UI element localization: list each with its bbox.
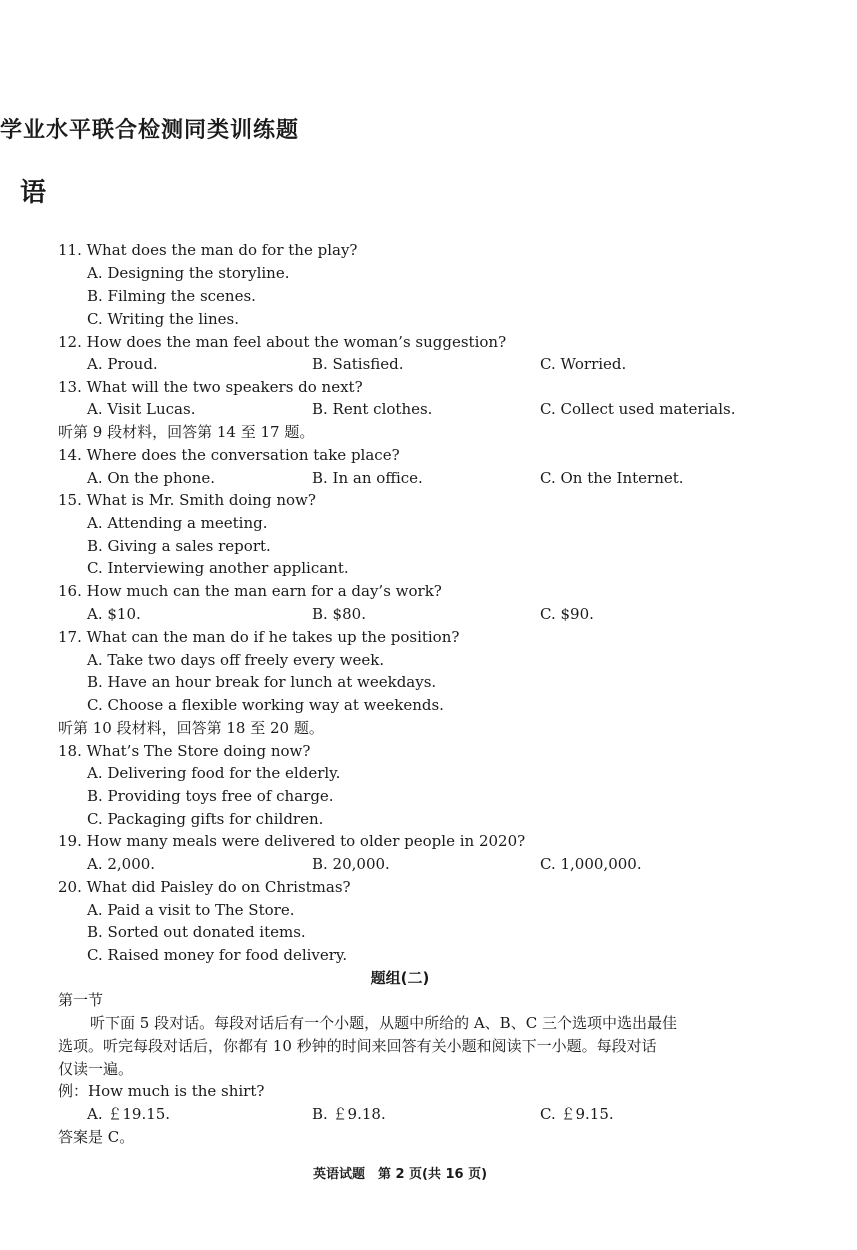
question-12-stem: 12. How does the man feel about the woman’s suggestion? [58, 333, 507, 351]
question-18-option-c: C. Packaging gifts for children. [87, 810, 324, 828]
group-title: 题组(二) [370, 969, 430, 987]
question-11-option-c: C. Writing the lines. [87, 310, 239, 328]
question-17-option-c: C. Choose a flexible working way at weekends. [87, 696, 444, 714]
example-answer: 答案是 C。 [58, 1128, 135, 1146]
question-19-stem: 19. How many meals were delivered to older people in 2020? [58, 832, 526, 850]
question-15-stem: 15. What is Mr. Smith doing now? [58, 491, 316, 509]
question-20-option-b: B. Sorted out donated items. [87, 923, 306, 941]
directions-line-2: 选项。听完每段对话后，你都有 10 秒钟的时间来回答有关小题和阅读下一小题。每段对话 [58, 1037, 657, 1055]
question-19-option-b: B. 20,000. [312, 855, 390, 873]
question-16-option-b: B. $80. [312, 605, 366, 623]
question-12-option-c: C. Worried. [540, 355, 627, 373]
instruction-passage-10: 听第 10 段材料，回答第 18 至 20 题。 [58, 719, 324, 737]
question-12-option-b: B. Satisfied. [312, 355, 404, 373]
question-14-option-c: C. On the Internet. [540, 469, 684, 487]
subject-title: 语 [20, 178, 47, 208]
question-18-stem: 18. What’s The Store doing now? [58, 742, 311, 760]
question-11-option-b: B. Filming the scenes. [87, 287, 256, 305]
question-13-stem: 13. What will the two speakers do next? [58, 378, 363, 396]
question-15-option-a: A. Attending a meeting. [87, 514, 268, 532]
question-14-option-b: B. In an office. [312, 469, 423, 487]
question-20-option-c: C. Raised money for food delivery. [87, 946, 348, 964]
question-20-stem: 20. What did Paisley do on Christmas? [58, 878, 351, 896]
question-13-option-b: B. Rent clothes. [312, 400, 433, 418]
question-14-option-a: A. On the phone. [87, 469, 216, 487]
question-18-option-b: B. Providing toys free of charge. [87, 787, 334, 805]
question-16-option-a: A. $10. [87, 605, 141, 623]
question-15-option-c: C. Interviewing another applicant. [87, 559, 349, 577]
directions-line-1: 听下面 5 段对话。每段对话后有一个小题，从题中所给的 A、B、C 三个选项中选出最佳 [90, 1014, 677, 1032]
question-20-option-a: A. Paid a visit to The Store. [87, 901, 295, 919]
question-18-option-a: A. Delivering food for the elderly. [87, 764, 341, 782]
section-label: 第一节 [58, 991, 104, 1009]
directions-line-3: 仅读一遍。 [58, 1060, 134, 1078]
question-11-stem: 11. What does the man do for the play? [58, 241, 358, 259]
instruction-passage-9: 听第 9 段材料，回答第 14 至 17 题。 [58, 423, 315, 441]
question-13-option-c: C. Collect used materials. [540, 400, 736, 418]
question-19-option-c: C. 1,000,000. [540, 855, 642, 873]
example-option-c: C. ￡9.15. [540, 1105, 614, 1123]
question-14-stem: 14. Where does the conversation take place? [58, 446, 400, 464]
question-17-option-a: A. Take two days off freely every week. [87, 651, 385, 669]
question-17-option-b: B. Have an hour break for lunch at weekdays. [87, 673, 437, 691]
question-16-stem: 16. How much can the man earn for a day’s work? [58, 582, 442, 600]
question-13-option-a: A. Visit Lucas. [87, 400, 196, 418]
page-footer: 英语试题 第 2 页(共 16 页) [312, 1167, 488, 1182]
question-17-stem: 17. What can the man do if he takes up the position? [58, 628, 460, 646]
question-19-option-a: A. 2,000. [87, 855, 156, 873]
example-option-b: B. ￡9.18. [312, 1105, 386, 1123]
example-stem: 例：How much is the shirt? [58, 1082, 265, 1100]
question-11-option-a: A. Designing the storyline. [87, 264, 290, 282]
question-15-option-b: B. Giving a sales report. [87, 537, 271, 555]
example-option-a: A. ￡19.15. [87, 1105, 171, 1123]
question-16-option-c: C. $90. [540, 605, 594, 623]
exam-series-title: 学业水平联合检测同类训练题 [0, 118, 300, 143]
question-12-option-a: A. Proud. [87, 355, 158, 373]
